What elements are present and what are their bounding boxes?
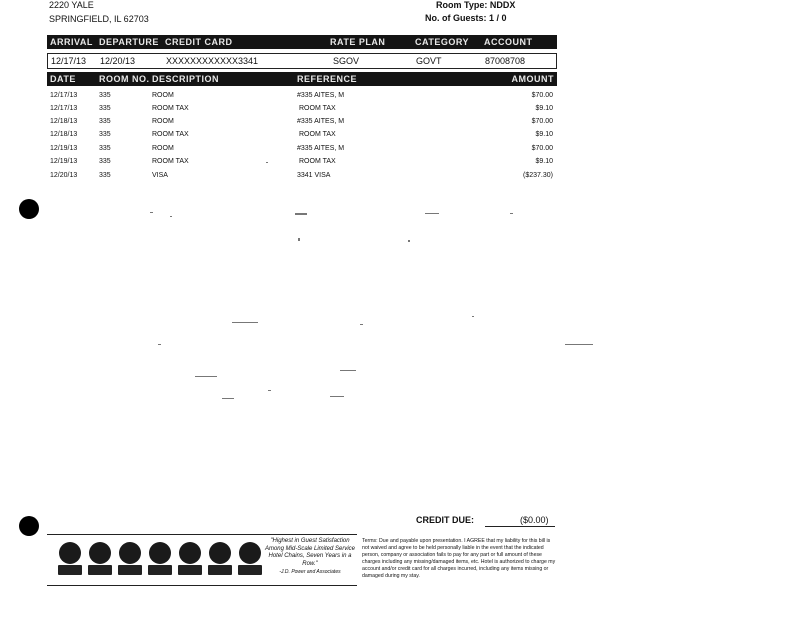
award-medal-icon bbox=[179, 542, 201, 564]
row-amount: $9.10 bbox=[535, 131, 553, 138]
row-reference: ROOM TAX bbox=[299, 105, 336, 112]
row-amount: $9.10 bbox=[535, 105, 553, 112]
row-room: 335 bbox=[99, 145, 111, 152]
arrival-date: 12/17/13 bbox=[51, 56, 87, 66]
credit-due-amount: ($0.00) bbox=[520, 515, 549, 525]
row-amount: $70.00 bbox=[531, 145, 553, 152]
room-type: Room Type: NDDX bbox=[436, 0, 516, 10]
award-plaque-icon bbox=[178, 565, 202, 575]
credit-card-number: XXXXXXXXXXXX3341 bbox=[166, 56, 259, 66]
award-medal-icon bbox=[119, 542, 141, 564]
row-description: ROOM bbox=[152, 145, 174, 152]
row-date: 12/17/13 bbox=[50, 105, 78, 112]
category-value: GOVT bbox=[416, 56, 442, 66]
row-amount: ($237.30) bbox=[523, 172, 553, 179]
row-room: 335 bbox=[99, 172, 111, 179]
award-quote-source: -J.D. Power and Associates bbox=[279, 569, 341, 575]
row-description: ROOM TAX bbox=[152, 105, 189, 112]
room-column-header: ROOM NO. bbox=[99, 74, 150, 84]
row-room: 335 bbox=[99, 131, 111, 138]
row-description: ROOM TAX bbox=[152, 158, 189, 165]
row-description: ROOM TAX bbox=[152, 131, 189, 138]
credit-card-header: CREDIT CARD bbox=[165, 37, 233, 47]
row-reference: ROOM TAX bbox=[299, 158, 336, 165]
award-plaque-icon bbox=[58, 565, 82, 575]
row-room: 335 bbox=[99, 92, 111, 99]
award-plaque-icon bbox=[88, 565, 112, 575]
row-date: 12/19/13 bbox=[50, 145, 78, 152]
award-plaque-icon bbox=[208, 565, 232, 575]
row-reference: 3341 VISA bbox=[297, 172, 331, 179]
account-header: ACCOUNT bbox=[484, 37, 533, 47]
row-date: 12/18/13 bbox=[50, 131, 78, 138]
award-plaque-icon bbox=[118, 565, 142, 575]
hotel-address-line2: SPRINGFIELD, IL 62703 bbox=[49, 14, 149, 24]
award-quote bbox=[262, 538, 358, 575]
row-description: ROOM bbox=[152, 92, 174, 99]
row-reference: #335 AITES, M bbox=[297, 92, 345, 99]
row-room: 335 bbox=[99, 105, 111, 112]
row-date: 12/17/13 bbox=[50, 92, 78, 99]
category-header: CATEGORY bbox=[415, 37, 470, 47]
reference-column-header: REFERENCE bbox=[297, 74, 358, 84]
award-plaque-icon bbox=[238, 565, 262, 575]
award-medal-icon bbox=[59, 542, 81, 564]
arrival-header: ARRIVAL bbox=[50, 37, 93, 47]
row-reference: #335 AITES, M bbox=[297, 145, 345, 152]
row-description: VISA bbox=[152, 172, 168, 179]
rate-plan-value: SGOV bbox=[333, 56, 360, 66]
departure-header: DEPARTURE bbox=[99, 37, 159, 47]
row-amount: $70.00 bbox=[531, 92, 553, 99]
credit-due-rule bbox=[485, 526, 555, 527]
terms-text: Terms: Due and payable upon presentation. I AGREE that my liability for this bill is not waived and agree to be held personally liable in the event that the indicated person, company or association fails to pay for any part or full amount of these charges including any missing/damaged items, etc. Hotel is authorized to charge my account and/or credit card for all charges incurred, including any items missing or damaged during my stay. bbox=[362, 538, 556, 580]
guest-count: No. of Guests: 1 / 0 bbox=[425, 13, 507, 23]
row-reference: ROOM TAX bbox=[299, 131, 336, 138]
departure-date: 12/20/13 bbox=[100, 56, 136, 66]
award-medal-icon bbox=[239, 542, 261, 564]
row-room: 335 bbox=[99, 158, 111, 165]
credit-due-label: CREDIT DUE: bbox=[416, 515, 474, 525]
amount-column-header: AMOUNT bbox=[511, 74, 554, 84]
row-date: 12/20/13 bbox=[50, 172, 78, 179]
hotel-address-line1: 2220 YALE bbox=[49, 0, 94, 10]
award-medal-icon bbox=[89, 542, 111, 564]
account-number: 87008708 bbox=[485, 56, 526, 66]
award-quote-text: "Highest in Guest Satisfaction Among Mid-Scale Limited Service Hotel Chains, Seven Years in a Row." bbox=[264, 538, 356, 567]
row-date: 12/19/13 bbox=[50, 158, 78, 165]
rate-plan-header: RATE PLAN bbox=[330, 37, 386, 47]
row-reference: #335 AITES, M bbox=[297, 118, 345, 125]
award-medal-icon bbox=[209, 542, 231, 564]
row-room: 335 bbox=[99, 118, 111, 125]
date-column-header: DATE bbox=[50, 74, 76, 84]
row-amount: $70.00 bbox=[531, 118, 553, 125]
award-plaque-icon bbox=[148, 565, 172, 575]
description-column-header: DESCRIPTION bbox=[152, 74, 220, 84]
row-amount: $9.10 bbox=[535, 158, 553, 165]
row-description: ROOM bbox=[152, 118, 174, 125]
row-date: 12/18/13 bbox=[50, 118, 78, 125]
award-medal-icon bbox=[149, 542, 171, 564]
